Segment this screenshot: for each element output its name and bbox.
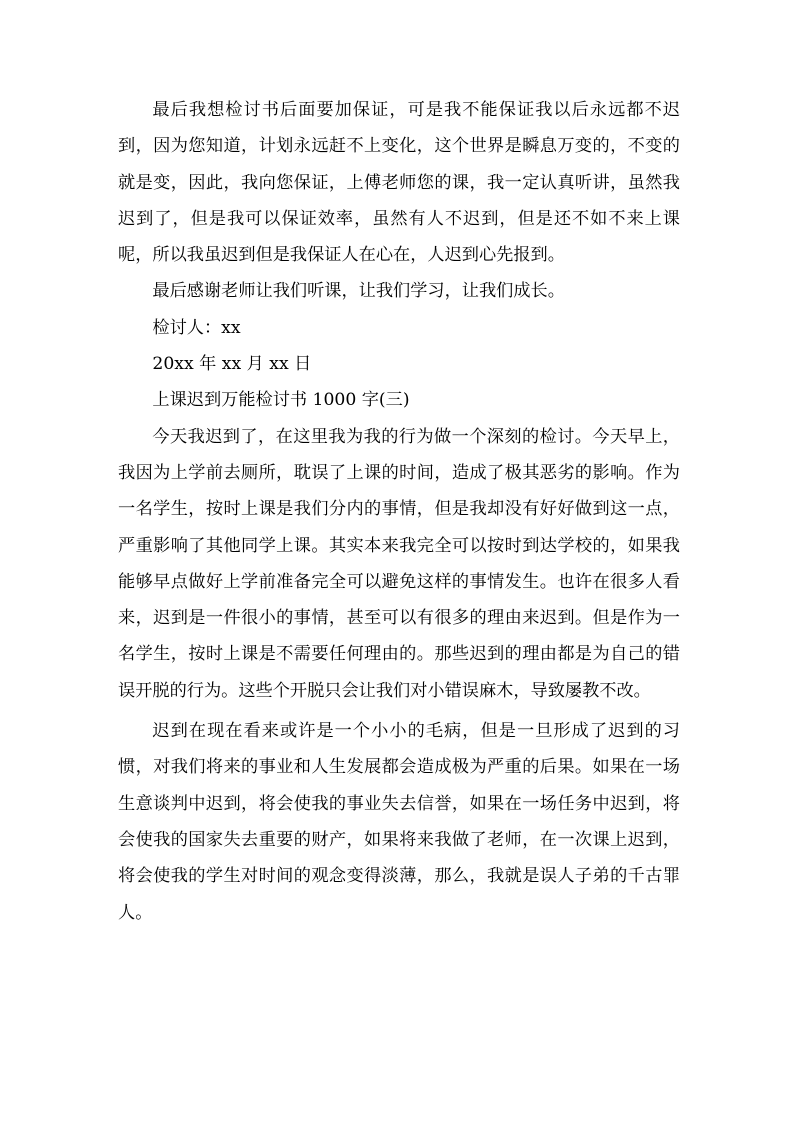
document-page [118,92,680,931]
paragraph-guarantee: 最后我想检讨书后面要加保证，可是我不能保证我以后永远都不迟到，因为您知道，计划永远赶不上变化，这个世界是瞬息万变的，不变的就是变，因此，我向您保证，上傅老师您的课，我一定认真听讲，虽然我迟到了，但是我可以保证效率，虽然有人不迟到，但是还不如不来上课呢，所以我虽迟到但是我保证人在心在，人迟到心先报到。 [118,100,680,266]
paragraph-thanks: 最后感谢老师让我们听课，让我们学习，让我们成长。 [152,281,565,302]
paragraph-reflection: 今天我迟到了，在这里我为我的行为做一个深刻的检讨。今天早上，我因为上学前去厕所，耽误了上课的时间，造成了极其恶劣的影响。作为一名学生，按时上课是我们分内的事情，但是我却没有好好做到这一点，严重影响了其他同学上课。其实本来我完全可以按时到达学校的，如果我能够早点做好上学前准备完全可以避免这样的事情发生。也许在很多人看来，迟到是一件很小的事情，甚至可以有很多的理由来迟到。但是作为一名学生，按时上课是不需要任何理由的。那些迟到的理由都是为自己的错误开脱的行为。这些个开脱只会让我们对小错误麻木，导致屡教不改。 [118,426,680,701]
paragraph-consequences: 迟到在现在看来或许是一个小小的毛病，但是一旦形成了迟到的习惯，对我们将来的事业和人生发展都会造成极为严重的后果。如果在一场生意谈判中迟到，将会使我的事业失去信誉，如果在一场任务中迟到，将会使我的国家失去重要的财产，如果将来我做了老师，在一次课上迟到，将会使我的学生对时间的观念变得淡薄，那么，我就是误人子弟的千古罪人。 [118,721,680,923]
section-heading: 上课迟到万能检讨书 1000 字(三) [152,390,410,411]
date-line: 20xx 年 xx 月 xx 日 [152,354,312,375]
signature-line: 检讨人：xx [152,317,241,338]
